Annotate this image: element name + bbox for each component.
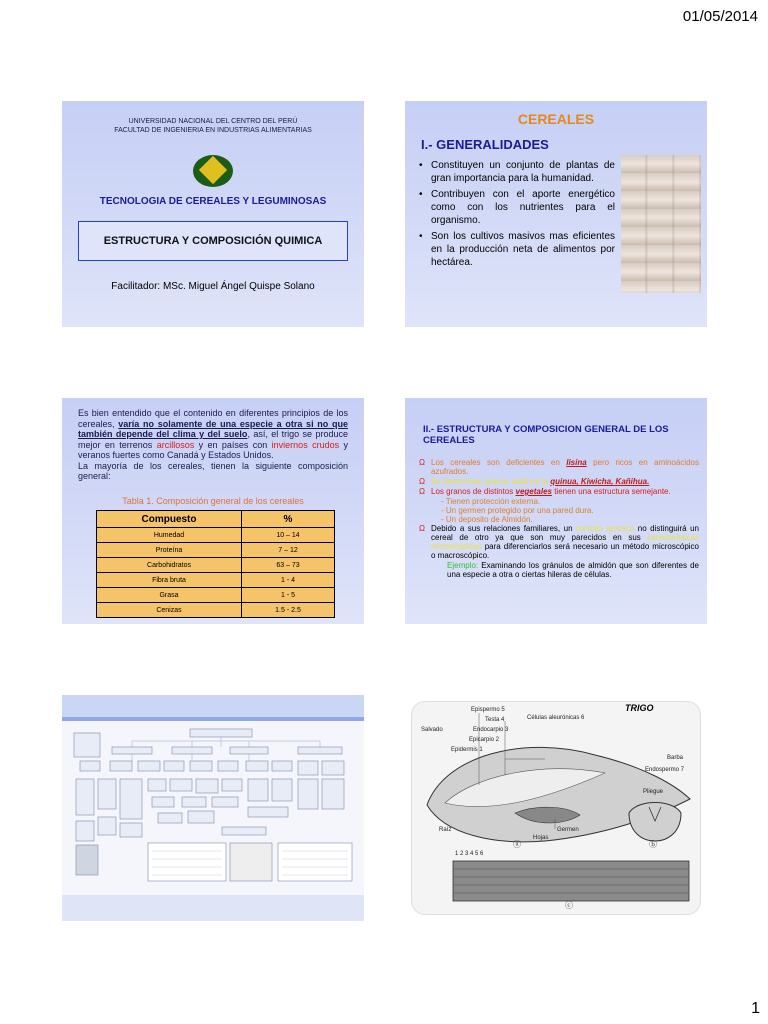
course-title: TECNOLOGIA DE CEREALES Y LEGUMINOSAS xyxy=(99,196,327,207)
list-item: • Son los cultivos masivos mas eficientes en la producción neta de alimentos por hectárea. xyxy=(419,230,615,269)
label-salvado: Salvado xyxy=(421,727,443,733)
faculty-name: FACULTAD DE INGENIERIA EN INDUSTRIAS ALIMENTARIAS xyxy=(114,127,312,134)
label-hojas: Hojas xyxy=(533,835,549,841)
slide-1 xyxy=(62,101,364,327)
figure-label-c: ⓒ xyxy=(565,901,573,910)
label-endospermo: Endospermo 7 xyxy=(645,767,685,773)
figure-label-b: ⓑ xyxy=(649,840,657,849)
slide-6 xyxy=(405,695,707,921)
university-header xyxy=(62,117,364,135)
facilitator: Facilitador: MSc. Miguel Ángel Quispe Solano xyxy=(111,281,315,292)
column-header: % xyxy=(242,511,335,528)
list-item: Ω Los cereales son deficientes en lisina pero ricos en aminoácidos azufrados. xyxy=(419,458,700,476)
grain-sacks-photo xyxy=(621,155,701,293)
paragraph-2: La mayoría de los cereales, tienen la siguiente composición general: xyxy=(78,460,348,481)
structure-text xyxy=(419,458,699,580)
column-header: Compuesto xyxy=(97,511,242,528)
label-epicarpio: Epicarpio 2 xyxy=(469,737,500,743)
sub-item: - Tienen protección externa. xyxy=(441,497,541,506)
label-germen: Germen xyxy=(557,827,579,833)
table-header-row xyxy=(97,511,335,528)
table-row: Cenizas 1.5 - 2.5 xyxy=(97,603,335,618)
list-item: Ω Los granos de distintos vegetales tienen una estructura semejante. xyxy=(419,487,671,496)
wheat-grain-diagram xyxy=(405,695,707,921)
list-item: • Constituyen un conjunto de plantas de gran importancia para la humanidad. xyxy=(419,159,615,185)
composition-flowchart xyxy=(72,727,354,883)
label-aleuronicas: Células aleurónicas 6 xyxy=(527,715,585,721)
label-testa: Testa 4 xyxy=(485,717,505,723)
page-number: 1 xyxy=(751,1000,760,1017)
layer-numbers: 1 2 3 4 5 6 xyxy=(455,851,484,857)
list-item: Ω Debido a sus relaciones familiares, un método químico no distinguirá un cereal de otro ya que son muy parecidos en sus características microscópicas para diferenciarlos será necesario un método microscópico o macroscópico. xyxy=(419,524,699,560)
title-band xyxy=(62,695,364,717)
table-row: Fibra bruta 1 - 4 xyxy=(97,573,335,588)
slide-4 xyxy=(405,398,707,624)
title-stripe xyxy=(62,717,364,721)
university-name: UNIVERSIDAD NACIONAL DEL CENTRO DEL PERÚ xyxy=(128,118,298,125)
label-barba: Barba xyxy=(667,755,684,761)
label-endocarpio: Endocarpio 3 xyxy=(473,727,509,733)
label-epidermis: Epidermis 1 xyxy=(451,747,483,753)
example-item: Ejemplo: Examinando los gránulos de almidón que son diferentes de una especie a otra o ciertas hileras de células. xyxy=(447,561,699,579)
label-pliegue: Pliegue xyxy=(643,789,664,795)
section-heading: I.- GENERALIDADES xyxy=(421,137,549,152)
footer-band xyxy=(62,895,364,921)
document-date: 01/05/2014 xyxy=(682,8,758,25)
topic-box xyxy=(78,221,348,261)
list-item: • Contribuyen con el aporte energético como con los nutrientes para el organismo. xyxy=(419,188,615,227)
topic-title: ESTRUCTURA Y COMPOSICIÓN QUIMICA xyxy=(103,235,323,247)
bullet-list xyxy=(419,159,615,272)
figure-label-a: ⓐ xyxy=(513,840,521,849)
label-raiz: Raíz xyxy=(439,827,452,833)
label-epispermo: Epispermo 5 xyxy=(471,707,505,713)
table-row: Humedad 10 – 14 xyxy=(97,528,335,543)
composition-text: Es bien entendido que el contenido en diferentes principios de los cereales, varía no solamente de una especie a otra si no que también depende del clima y del suelo, así, el trigo se produce mejor en terrenos arcillosos y en países con inviernos crudos y veranos fuertes como Canadá y Estados Unidos. La mayoría de los cereales, tienen la siguiente composición general: xyxy=(78,408,348,481)
table-row: Proteína 7 – 12 xyxy=(97,543,335,558)
table-row: Grasa 1 - 5 xyxy=(97,588,335,603)
list-item: Ω Se denominan granos andinos la quinua, Kiwicha, Kañihua. xyxy=(419,477,650,486)
composition-table xyxy=(96,510,335,618)
slide-2 xyxy=(405,101,707,327)
university-logo-icon xyxy=(193,155,233,187)
sub-item: - Un germen protegido por una pared dura. xyxy=(441,506,594,515)
sub-item: - Un deposito de Almidón. xyxy=(441,515,533,524)
slide-title: CEREALES xyxy=(517,111,595,127)
table-row: Carbohidratos 63 – 73 xyxy=(97,558,335,573)
slide-3 xyxy=(62,398,364,624)
table-caption: Tabla 1. Composición general de los cereales xyxy=(122,496,304,506)
diagram-title: TRIGO xyxy=(625,703,654,713)
slide-title: II.- ESTRUCTURA Y COMPOSICION GENERAL DE LOS CEREALES xyxy=(423,424,669,446)
slide-5 xyxy=(62,695,364,921)
